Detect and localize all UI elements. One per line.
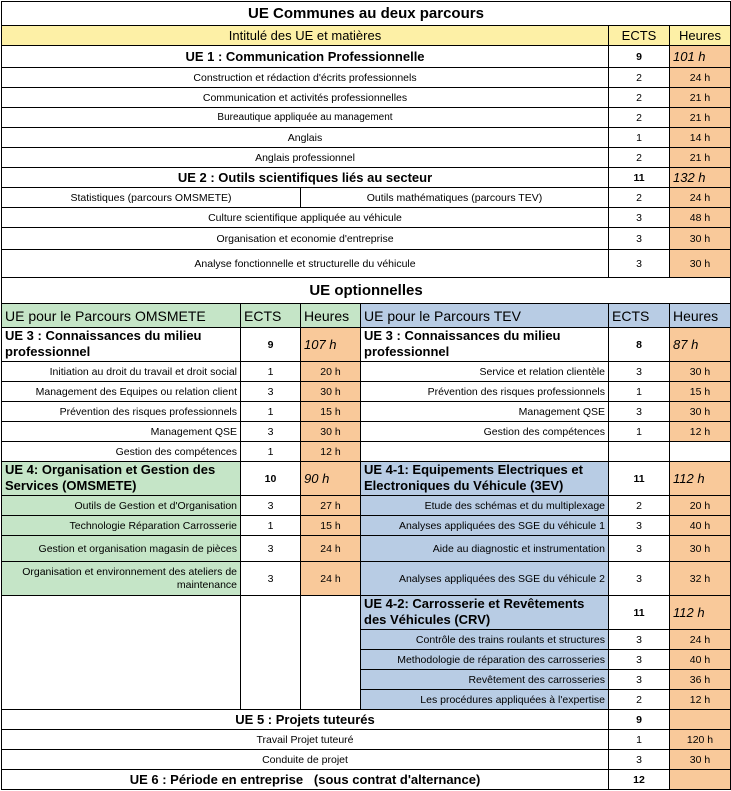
ue5-row-label: Conduite de projet bbox=[2, 750, 609, 770]
ue1-row-ects: 2 bbox=[609, 68, 670, 88]
curriculum-table bbox=[1, 1, 731, 790]
omsmete-ue3-row-hours: 30 h bbox=[301, 422, 361, 442]
tev-ue3-hours: 87 h bbox=[670, 328, 731, 362]
tev-ue41-row-ects: 3 bbox=[609, 516, 670, 536]
tev-ue42-row-label: Methodologie de réparation des carrosseries bbox=[361, 650, 609, 670]
tev-ue42-title: UE 4-2: Carrosserie et Revêtements des Véhicules (CRV) bbox=[361, 596, 609, 630]
optional-ue-title: UE optionnelles bbox=[2, 278, 731, 304]
ue2-split-ects: 2 bbox=[609, 188, 670, 208]
tev-ue41-row-ects: 3 bbox=[609, 536, 670, 562]
omsmete-hours-header: Heures bbox=[301, 304, 361, 328]
tev-empty-cell bbox=[609, 442, 670, 462]
ue2-row-label: Analyse fonctionnelle et structurelle du véhicule bbox=[2, 250, 609, 278]
omsmete-ue4-row-hours: 27 h bbox=[301, 496, 361, 516]
ue6-title: UE 6 : Période en entreprise (sous contrat d'alternance) bbox=[2, 770, 609, 790]
ue6-hours-empty bbox=[670, 770, 731, 790]
tev-ue42-row-hours: 40 h bbox=[670, 650, 731, 670]
header-heures: Heures bbox=[670, 26, 731, 46]
ue5-row-hours: 30 h bbox=[670, 750, 731, 770]
tev-ue3-row-label: Prévention des risques professionnels bbox=[361, 382, 609, 402]
omsmete-ue3-row-label: Prévention des risques professionnels bbox=[2, 402, 241, 422]
tev-ue41-row-hours: 30 h bbox=[670, 536, 731, 562]
tev-ue41-row-label: Analyses appliquées des SGE du véhicule 1 bbox=[361, 516, 609, 536]
tev-ue41-row-hours: 32 h bbox=[670, 562, 731, 596]
ue1-row-label: Construction et rédaction d'écrits professionnels bbox=[2, 68, 609, 88]
ue2-row-label: Organisation et economie d'entreprise bbox=[2, 228, 609, 250]
common-ue-title: UE Communes au deux parcours bbox=[2, 2, 731, 26]
ue2-split-hours: 24 h bbox=[670, 188, 731, 208]
tev-ue3-row-hours: 15 h bbox=[670, 382, 731, 402]
ue1-row-label: Bureautique appliquée au management bbox=[2, 108, 609, 128]
ue5-row-ects: 3 bbox=[609, 750, 670, 770]
omsmete-ue4-row-hours: 15 h bbox=[301, 516, 361, 536]
tev-ue3-row-label: Gestion des compétences bbox=[361, 422, 609, 442]
omsmete-ue4-row-label: Technologie Réparation Carrosserie bbox=[2, 516, 241, 536]
tev-ue3-row-ects: 1 bbox=[609, 382, 670, 402]
ue1-row-label: Communication et activités professionnelles bbox=[2, 88, 609, 108]
ue2-row-ects: 3 bbox=[609, 228, 670, 250]
omsmete-ue4-row-label: Outils de Gestion et d'Organisation bbox=[2, 496, 241, 516]
tev-ue42-row-hours: 12 h bbox=[670, 690, 731, 710]
ue5-row-ects: 1 bbox=[609, 730, 670, 750]
omsmete-ue3-row-ects: 1 bbox=[241, 402, 301, 422]
tev-ue41-row-hours: 40 h bbox=[670, 516, 731, 536]
tev-ue41-row-label: Analyses appliquées des SGE du véhicule 2 bbox=[361, 562, 609, 596]
omsmete-empty-block bbox=[301, 596, 361, 710]
tev-ue3-title: UE 3 : Connaissances du milieu professionnel bbox=[361, 328, 609, 362]
tev-ue42-row-ects: 2 bbox=[609, 690, 670, 710]
ue1-ects: 9 bbox=[609, 46, 670, 68]
tev-ue41-hours: 112 h bbox=[670, 462, 731, 496]
tev-ue42-row-ects: 3 bbox=[609, 630, 670, 650]
tev-ue41-row-ects: 3 bbox=[609, 562, 670, 596]
tev-ue42-hours: 112 h bbox=[670, 596, 731, 630]
tev-ue42-row-label: Revêtement des carrosseries bbox=[361, 670, 609, 690]
ue1-row-ects: 2 bbox=[609, 88, 670, 108]
omsmete-ue3-row-label: Management des Equipes ou relation client bbox=[2, 382, 241, 402]
tev-ue41-row-label: Etude des schémas et du multiplexage bbox=[361, 496, 609, 516]
tev-ue3-row-ects: 3 bbox=[609, 362, 670, 382]
omsmete-ue3-row-hours: 30 h bbox=[301, 382, 361, 402]
omsmete-empty-block bbox=[2, 596, 241, 710]
omsmete-ue3-row-ects: 1 bbox=[241, 442, 301, 462]
ue2-row-label: Culture scientifique appliquée au véhicule bbox=[2, 208, 609, 228]
ue1-row-hours: 21 h bbox=[670, 148, 731, 168]
omsmete-ue3-row-hours: 15 h bbox=[301, 402, 361, 422]
ue2-ects: 11 bbox=[609, 168, 670, 188]
omsmete-ue3-hours: 107 h bbox=[301, 328, 361, 362]
tev-ue3-row-hours: 30 h bbox=[670, 362, 731, 382]
omsmete-ue4-row-ects: 1 bbox=[241, 516, 301, 536]
omsmete-ue4-row-label: Gestion et organisation magasin de pièces bbox=[2, 536, 241, 562]
omsmete-ue3-row-label: Gestion des compétences bbox=[2, 442, 241, 462]
omsmete-empty-block bbox=[241, 596, 301, 710]
ue2-row-hours: 30 h bbox=[670, 228, 731, 250]
tev-empty-cell bbox=[361, 442, 609, 462]
omsmete-ue3-row-hours: 12 h bbox=[301, 442, 361, 462]
ue1-row-hours: 24 h bbox=[670, 68, 731, 88]
ue2-hours: 132 h bbox=[670, 168, 731, 188]
omsmete-ue4-row-ects: 3 bbox=[241, 496, 301, 516]
omsmete-ects-header: ECTS bbox=[241, 304, 301, 328]
omsmete-ue4-row-label: Organisation et environnement des ateliers de maintenance bbox=[2, 562, 241, 596]
ue2-row-hours: 30 h bbox=[670, 250, 731, 278]
tev-ue3-row-hours: 30 h bbox=[670, 402, 731, 422]
omsmete-ue4-ects: 10 bbox=[241, 462, 301, 496]
tev-ue42-row-ects: 3 bbox=[609, 650, 670, 670]
ue1-hours: 101 h bbox=[670, 46, 731, 68]
omsmete-ue3-row-ects: 1 bbox=[241, 362, 301, 382]
ue1-row-hours: 21 h bbox=[670, 88, 731, 108]
ue1-row-ects: 2 bbox=[609, 108, 670, 128]
ue5-row-label: Travail Projet tuteuré bbox=[2, 730, 609, 750]
ue2-title: UE 2 : Outils scientifiques liés au secteur bbox=[2, 168, 609, 188]
ue6-ects: 12 bbox=[609, 770, 670, 790]
omsmete-ue4-row-ects: 3 bbox=[241, 536, 301, 562]
tev-ects-header: ECTS bbox=[609, 304, 670, 328]
tev-ue41-row-hours: 20 h bbox=[670, 496, 731, 516]
omsmete-ue4-title: UE 4: Organisation et Gestion des Services (OMSMETE) bbox=[2, 462, 241, 496]
tev-ue3-row-ects: 3 bbox=[609, 402, 670, 422]
ue1-row-ects: 2 bbox=[609, 148, 670, 168]
ue5-hours-empty bbox=[670, 710, 731, 730]
tev-ue42-row-label: Les procédures appliquées à l'expertise bbox=[361, 690, 609, 710]
tev-ue42-ects: 11 bbox=[609, 596, 670, 630]
omsmete-ue3-ects: 9 bbox=[241, 328, 301, 362]
tev-ue42-row-hours: 24 h bbox=[670, 630, 731, 650]
omsmete-ue3-row-ects: 3 bbox=[241, 422, 301, 442]
tev-ue41-row-ects: 2 bbox=[609, 496, 670, 516]
tev-ue3-row-ects: 1 bbox=[609, 422, 670, 442]
omsmete-ue4-row-hours: 24 h bbox=[301, 536, 361, 562]
tev-hours-header: Heures bbox=[670, 304, 731, 328]
header-intitule: Intitulé des UE et matières bbox=[2, 26, 609, 46]
omsmete-ue4-row-hours: 24 h bbox=[301, 562, 361, 596]
tev-ue42-row-label: Contrôle des trains roulants et structures bbox=[361, 630, 609, 650]
tev-ue41-title: UE 4-1: Equipements Electriques et Electroniques du Véhicule (3EV) bbox=[361, 462, 609, 496]
omsmete-ue3-row-label: Initiation au droit du travail et droit social bbox=[2, 362, 241, 382]
omsmete-ue3-row-label: Management QSE bbox=[2, 422, 241, 442]
ue2-split-left: Statistiques (parcours OMSMETE) bbox=[2, 188, 301, 208]
tev-ue41-row-label: Aide au diagnostic et instrumentation bbox=[361, 536, 609, 562]
ue2-row-ects: 3 bbox=[609, 208, 670, 228]
omsmete-header: UE pour le Parcours OMSMETE bbox=[2, 304, 241, 328]
tev-ue3-row-hours: 12 h bbox=[670, 422, 731, 442]
tev-ue3-row-label: Service et relation clientèle bbox=[361, 362, 609, 382]
ue2-row-hours: 48 h bbox=[670, 208, 731, 228]
omsmete-ue4-row-ects: 3 bbox=[241, 562, 301, 596]
ue2-row-ects: 3 bbox=[609, 250, 670, 278]
ue5-title: UE 5 : Projets tuteurés bbox=[2, 710, 609, 730]
ue1-row-hours: 21 h bbox=[670, 108, 731, 128]
ue5-ects: 9 bbox=[609, 710, 670, 730]
tev-ue3-ects: 8 bbox=[609, 328, 670, 362]
ue1-row-hours: 14 h bbox=[670, 128, 731, 148]
tev-header: UE pour le Parcours TEV bbox=[361, 304, 609, 328]
header-ects: ECTS bbox=[609, 26, 670, 46]
ue1-row-label: Anglais bbox=[2, 128, 609, 148]
omsmete-ue3-title: UE 3 : Connaissances du milieu professionnel bbox=[2, 328, 241, 362]
tev-ue3-row-label: Management QSE bbox=[361, 402, 609, 422]
ue1-title: UE 1 : Communication Professionnelle bbox=[2, 46, 609, 68]
omsmete-ue4-hours: 90 h bbox=[301, 462, 361, 496]
omsmete-ue3-row-ects: 3 bbox=[241, 382, 301, 402]
ue1-row-ects: 1 bbox=[609, 128, 670, 148]
ue1-row-label: Anglais professionnel bbox=[2, 148, 609, 168]
tev-ue41-ects: 11 bbox=[609, 462, 670, 496]
ue5-row-hours: 120 h bbox=[670, 730, 731, 750]
ue2-split-right: Outils mathématiques (parcours TEV) bbox=[301, 188, 609, 208]
omsmete-ue3-row-hours: 20 h bbox=[301, 362, 361, 382]
tev-ue42-row-ects: 3 bbox=[609, 670, 670, 690]
tev-empty-cell bbox=[670, 442, 731, 462]
tev-ue42-row-hours: 36 h bbox=[670, 670, 731, 690]
